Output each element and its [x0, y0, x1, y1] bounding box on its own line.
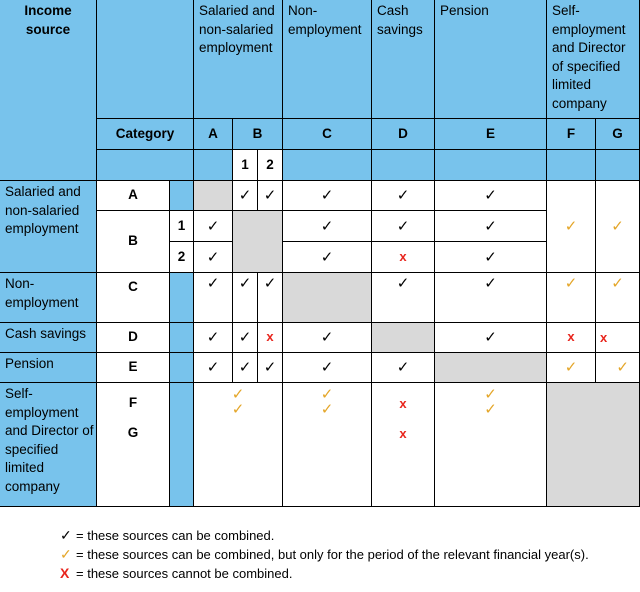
header-col-self-label: Self-employment and Director of specified limited company [552, 3, 626, 111]
cell-b2-e [435, 242, 547, 273]
header-cat-a-label: A [208, 125, 218, 141]
legend-row-ytick [60, 545, 589, 564]
tick-mark: ✓ [206, 217, 220, 235]
header-spacer [97, 0, 194, 119]
cell-c-a [194, 273, 233, 323]
tick-mark: ✓ [206, 359, 220, 376]
tick-mark: ✓ [206, 248, 220, 266]
cell-a-e [435, 181, 547, 211]
tick-icon: ✓ [60, 527, 72, 543]
yellow-tick-mark: ✓ [484, 401, 497, 418]
yellow-tick-mark: ✓ [231, 401, 245, 418]
legend-tick-text: = these sources can be combined. [76, 528, 275, 543]
header-col-pension-label: Pension [440, 3, 489, 18]
cell-b2-a [194, 242, 233, 273]
tick-mark: ✓ [238, 187, 252, 204]
legend-row-cross [60, 564, 589, 583]
header-spacer [372, 150, 435, 181]
row-cat-a-label: A [128, 187, 138, 203]
row-sub-2 [170, 242, 194, 273]
header-spacer [194, 150, 233, 181]
yellow-tick-mark: ✓ [484, 386, 497, 403]
header-cat-c [283, 119, 372, 150]
cell-a-a [194, 181, 233, 211]
header-cat-e [435, 119, 547, 150]
yellow-tick-mark: ✓ [231, 386, 245, 403]
header-spacer [435, 150, 547, 181]
legend-cross-text: = these sources cannot be combined. [76, 566, 293, 581]
cell-d-f [547, 323, 596, 353]
tick-mark: ✓ [320, 217, 334, 235]
cross-mark: x [399, 248, 407, 264]
cell-c-b1 [233, 273, 258, 323]
yellow-tick-icon: ✓ [60, 546, 72, 562]
cell-e-c [283, 353, 372, 383]
row-sub-spacer [170, 323, 194, 353]
cell-e-e [435, 353, 547, 383]
header-spacer [283, 150, 372, 181]
header-col-cash-label: Cash savings [377, 3, 423, 37]
header-cat-a [194, 119, 233, 150]
tick-mark: ✓ [484, 248, 497, 266]
row-sub-spacer [170, 181, 194, 211]
row-pension [0, 353, 97, 383]
tick-mark: ✓ [484, 217, 497, 235]
header-col-pension [435, 0, 547, 119]
header-spacer [596, 150, 640, 181]
row-cat-g-label: G [127, 425, 139, 440]
cell-b1-e [435, 211, 547, 242]
header-cat-d-label: D [398, 125, 408, 141]
cell-c-g [596, 273, 640, 323]
cross-icon: X [60, 565, 70, 581]
tick-mark: ✓ [484, 187, 497, 204]
tick-mark: ✓ [320, 187, 334, 204]
cross-mark: x [266, 329, 274, 345]
row-sub-spacer [170, 383, 194, 507]
tick-mark: ✓ [263, 187, 277, 204]
row-sub-spacer [170, 273, 194, 323]
cell-a-c [283, 181, 372, 211]
tick-mark: ✓ [320, 248, 334, 266]
cell-c-b2 [258, 273, 283, 323]
cell-d-a [194, 323, 233, 353]
header-spacer [547, 150, 596, 181]
header-sub-2-label: 2 [266, 156, 274, 172]
legend-ytick-text: = these sources can be combined, but only for the period of the relevant financial year(s). [76, 547, 589, 562]
cell-a-b2 [258, 181, 283, 211]
yellow-tick-mark: ✓ [564, 218, 578, 235]
row-cat-b-label: B [128, 233, 138, 249]
cross-mark: x [399, 426, 407, 441]
row-cat-d [97, 323, 170, 353]
row-sub-1-label: 1 [177, 217, 186, 233]
cell-e-f [547, 353, 596, 383]
cell-fg-fg [547, 383, 640, 507]
cell-fg-c [283, 383, 372, 507]
row-cat-a [97, 181, 170, 211]
cell-ab-f [547, 181, 596, 273]
cross-mark: x [600, 330, 608, 345]
cell-b-b [233, 211, 283, 273]
row-nonemployment-label: Non-employment [5, 276, 79, 310]
cell-c-c [283, 273, 372, 323]
yellow-tick-mark: ✓ [611, 275, 624, 292]
header-col-salaried [194, 0, 283, 119]
header-col-nonemployment-label: Non-employment [288, 3, 362, 37]
cell-b2-d [372, 242, 435, 273]
cell-b1-c [283, 211, 372, 242]
cell-fg-ab [194, 383, 283, 507]
row-nonemployment [0, 273, 97, 323]
cell-c-f [547, 273, 596, 323]
cell-d-c [283, 323, 372, 353]
header-category-label: Category [115, 125, 175, 141]
header-col-salaried-label: Salaried and non-salaried employment [199, 3, 275, 55]
cell-d-e [435, 323, 547, 353]
row-cat-f-label: F [128, 395, 138, 410]
row-self-label: Self-employment and Director of specified limited company [5, 386, 94, 494]
header-spacer [97, 150, 194, 181]
tick-mark: ✓ [206, 275, 220, 292]
row-sub-1 [170, 211, 194, 242]
cell-c-e [435, 273, 547, 323]
row-self [0, 383, 97, 507]
header-sub-2 [258, 150, 283, 181]
header-cat-g-label: G [612, 125, 623, 141]
cell-a-b1 [233, 181, 258, 211]
cell-b2-c [283, 242, 372, 273]
yellow-tick-mark: ✓ [320, 401, 334, 418]
cell-fg-e [435, 383, 547, 507]
header-cat-b [233, 119, 283, 150]
header-cat-c-label: C [322, 125, 332, 141]
row-salaried-label: Salaried and non-salaried employment [5, 184, 81, 236]
cell-d-b1 [233, 323, 258, 353]
header-income-source-label: Income source [24, 3, 72, 37]
header-cat-f [547, 119, 596, 150]
tick-mark: ✓ [263, 359, 277, 376]
header-col-self [547, 0, 640, 119]
header-cat-e-label: E [485, 125, 495, 141]
cell-d-g [596, 323, 640, 353]
yellow-tick-mark: ✓ [564, 359, 578, 376]
row-cash [0, 323, 97, 353]
cell-b1-d [372, 211, 435, 242]
tick-mark: ✓ [320, 359, 334, 376]
header-income-source [0, 0, 97, 181]
row-cat-e-label: E [128, 359, 138, 375]
cell-b1-a [194, 211, 233, 242]
header-cat-f-label: F [566, 125, 576, 141]
header-col-nonemployment [283, 0, 372, 119]
row-sub-spacer [170, 353, 194, 383]
header-category [97, 119, 194, 150]
tick-mark: ✓ [396, 217, 410, 235]
tick-mark: ✓ [396, 187, 410, 204]
cell-d-b2 [258, 323, 283, 353]
tick-mark: ✓ [206, 329, 220, 346]
cell-c-d [372, 273, 435, 323]
tick-mark: ✓ [238, 329, 252, 346]
cross-mark: x [567, 329, 575, 345]
tick-mark: ✓ [238, 359, 252, 376]
legend [60, 526, 589, 583]
cell-a-d [372, 181, 435, 211]
header-sub-1-label: 1 [241, 156, 249, 172]
tick-mark: ✓ [396, 275, 410, 292]
yellow-tick-mark: ✓ [611, 218, 624, 235]
row-pension-label: Pension [5, 356, 54, 371]
yellow-tick-mark: ✓ [564, 275, 578, 292]
cell-e-g [596, 353, 640, 383]
cell-e-d [372, 353, 435, 383]
cell-e-a [194, 353, 233, 383]
cell-e-b1 [233, 353, 258, 383]
tick-mark: ✓ [484, 329, 497, 346]
cell-ab-g [596, 181, 640, 273]
row-sub-2-label: 2 [177, 248, 186, 264]
row-salaried [0, 181, 97, 273]
yellow-tick-mark: ✓ [616, 359, 629, 376]
header-cat-g [596, 119, 640, 150]
cell-d-d [372, 323, 435, 353]
row-cat-c [97, 273, 170, 323]
row-cat-b [97, 211, 170, 273]
tick-mark: ✓ [263, 275, 277, 292]
cell-fg-d [372, 383, 435, 507]
row-cat-d-label: D [128, 329, 138, 345]
header-cat-d [372, 119, 435, 150]
legend-row-tick [60, 526, 589, 545]
row-cat-c-label: C [128, 279, 138, 294]
row-cat-fg [97, 383, 170, 507]
tick-mark: ✓ [484, 275, 497, 292]
header-col-cash [372, 0, 435, 119]
yellow-tick-mark: ✓ [320, 386, 334, 403]
header-sub-1 [233, 150, 258, 181]
tick-mark: ✓ [238, 275, 252, 292]
tick-mark: ✓ [320, 329, 334, 346]
cross-mark: x [399, 396, 407, 411]
row-cat-e [97, 353, 170, 383]
row-cash-label: Cash savings [5, 326, 87, 341]
tick-mark: ✓ [396, 359, 410, 376]
header-cat-b-label: B [252, 125, 263, 141]
cell-e-b2 [258, 353, 283, 383]
